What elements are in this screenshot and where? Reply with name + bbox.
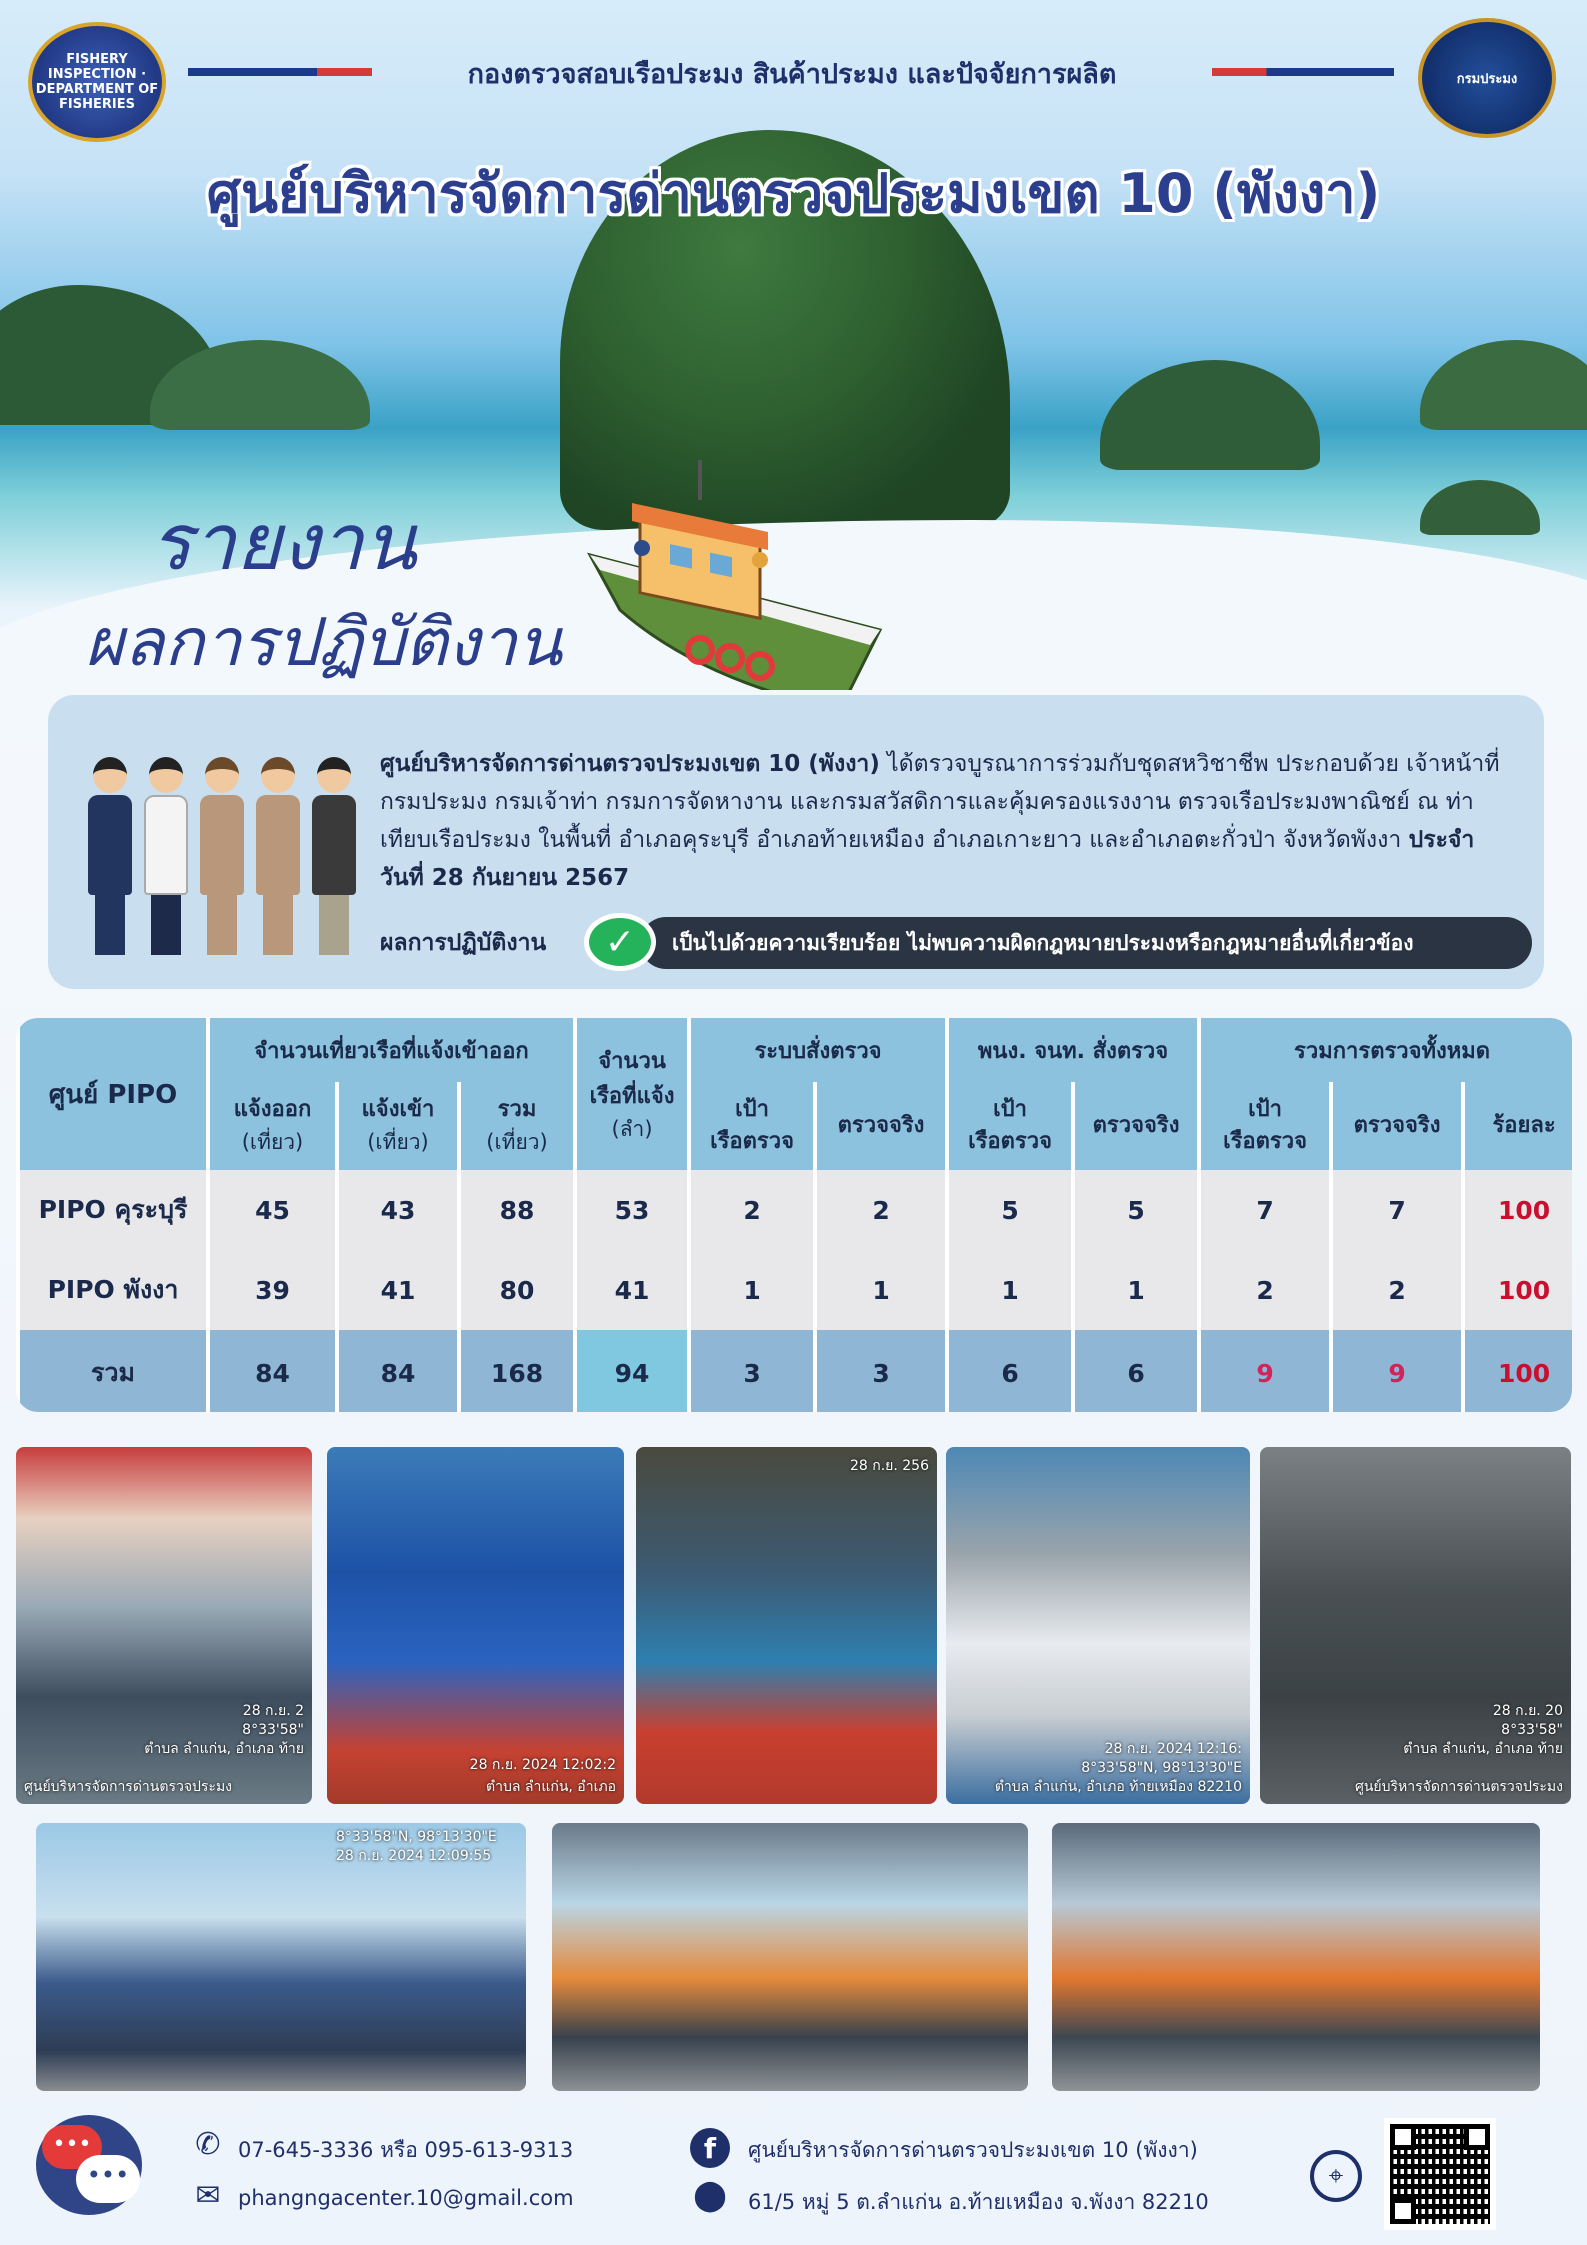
result-label: ผลการปฏิบัติงาน [380, 930, 547, 956]
cell-name: PIPO คุระบุรี [20, 1170, 206, 1250]
stamp-line: 28 ก.ย. 2024 12:16: [1104, 1741, 1242, 1757]
contact-address: 61/5 หมู่ 5 ต.ลำแก่น อ.ท้ายเหมือง จ.พังงา 82210 [748, 2190, 1209, 2214]
email-icon: ✉ [195, 2178, 221, 2213]
cell-sys-target: 1 [691, 1250, 813, 1330]
island-illustration [1100, 360, 1320, 470]
cell-in: 41 [339, 1250, 457, 1330]
cell-tot-actual: 9 [1333, 1330, 1461, 1412]
cell-tot-target: 9 [1201, 1330, 1329, 1412]
island-illustration [1420, 340, 1587, 430]
header-percent: ร้อยละ [1465, 1082, 1572, 1170]
officer-icon [312, 757, 356, 955]
summary-body: ได้ตรวจบูรณาการร่วมกับชุดสหวิชาชีพ ประกอบด้วย เจ้าหน้าที่กรมประมง กรมเจ้าท่า กรมการจัดหางาน และกรมสวัสดิการและคุ้มครองแรงงาน ตรวจเรือประมงพาณิชย์ ณ ท่าเทียบเรือประมง ในพื้นที่ อำเภอคุระบุรี อำเภอท้ายเหมือง อำเภอเกาะยาว และอำเภอตะกั่วป่า จังหวัดพังงา [380, 751, 1500, 853]
header-boats-line2: เรือที่แจ้ง [589, 1083, 675, 1109]
cell-sys-actual: 3 [817, 1330, 945, 1412]
table-row [20, 1170, 1572, 1250]
check-icon: ✓ [584, 913, 656, 971]
header-sum [461, 1082, 573, 1170]
officers-illustration [88, 745, 358, 955]
stamp-line: 8°33'58" [1501, 1722, 1563, 1738]
photo-stamp [336, 1829, 497, 1867]
inspection-photo [1260, 1447, 1571, 1804]
chat-bubble-icon: ••• [76, 2155, 140, 2203]
cell-in: 84 [339, 1330, 457, 1412]
summary-text [380, 745, 1500, 897]
page-title: ศูนย์บริหารจัดการด่านตรวจประมงเขต 10 (พังงา) [206, 162, 1381, 225]
table-total-row [20, 1330, 1572, 1412]
cell-boats: 94 [577, 1330, 687, 1412]
cell-tot-target: 7 [1201, 1170, 1329, 1250]
cell-boats: 53 [577, 1170, 687, 1250]
header-unit: (เที่ยว) [486, 1130, 548, 1154]
report-heading: รายงาน [150, 498, 417, 588]
report-subheading: ผลการปฏิบัติงาน [85, 604, 562, 681]
cell-percent: 100 [1465, 1250, 1572, 1330]
inspection-photo [552, 1823, 1028, 2091]
officer-icon [144, 757, 188, 955]
header-target-l2: เรือตรวจ [1223, 1129, 1307, 1154]
cell-out: 45 [210, 1170, 335, 1250]
stamp-line: ตำบล ลำแก่น, อำเภอ [486, 1779, 616, 1795]
cell-off-actual: 5 [1075, 1170, 1197, 1250]
cell-boats: 41 [577, 1250, 687, 1330]
globe-icon: ⌖ [1310, 2150, 1362, 2202]
inspection-photo [327, 1447, 624, 1804]
cell-name: PIPO พังงา [20, 1250, 206, 1330]
cell-sys-actual: 2 [817, 1170, 945, 1250]
header-boats-line1: จำนวน [598, 1048, 666, 1074]
header-target-l2: เรือตรวจ [710, 1129, 794, 1154]
inspection-table [16, 1018, 1572, 1412]
cell-tot-actual: 7 [1333, 1170, 1461, 1250]
result-status: เป็นไปด้วยความเรียบร้อย ไม่พบความผิดกฎหมายประมงหรือกฎหมายอื่นที่เกี่ยวข้อง [640, 917, 1532, 969]
header-sum-label: รวม [497, 1097, 537, 1122]
header-boats [577, 1018, 687, 1170]
inspection-photo [36, 1823, 526, 2091]
header-unit: (เที่ยว) [241, 1130, 304, 1154]
stamp-line: 28 ก.ย. 2024 12:02:2 [469, 1757, 616, 1773]
photo-stamp: 28 ก.ย. 256 [849, 1458, 929, 1474]
fishery-inspection-logo [28, 22, 166, 142]
inspection-photo [636, 1447, 937, 1804]
contact-email[interactable]: phangngacenter.10@gmail.com [238, 2186, 574, 2210]
header-officer: พนง. จนท. สั่งตรวจ [949, 1018, 1197, 1082]
chat-bubble-icon: ••• [42, 2125, 102, 2169]
header-out-label: แจ้งออก [233, 1097, 312, 1122]
officer-icon [200, 757, 244, 955]
contact-facebook[interactable]: ศูนย์บริหารจัดการด่านตรวจประมงเขต 10 (พังงา) [748, 2138, 1198, 2162]
cell-percent: 100 [1465, 1170, 1572, 1250]
logo-text: FISHERY INSPECTION · DEPARTMENT OF FISHERIES [35, 52, 159, 112]
stamp-line: 8°33'58"N, 98°13'30"E [336, 1829, 497, 1845]
cell-sum: 80 [461, 1250, 573, 1330]
cell-tot-actual: 2 [1333, 1250, 1461, 1330]
cell-off-target: 1 [949, 1250, 1071, 1330]
stamp-line: 28 ก.ย. 20 [1492, 1703, 1563, 1719]
stamp-line: ตำบล ลำแก่น, อำเภอ ท้ายเหมือง 82210 [994, 1779, 1242, 1795]
inspection-photo [946, 1447, 1250, 1804]
center-name: ศูนย์บริหารจัดการด่านตรวจประมงเขต 10 (พังงา) [380, 751, 880, 777]
cell-off-actual: 6 [1075, 1330, 1197, 1412]
inspection-photo [1052, 1823, 1540, 2091]
header-in [339, 1082, 457, 1170]
photo-stamp [470, 1754, 616, 1798]
header-divider [188, 68, 372, 76]
header-target-l2: เรือตรวจ [968, 1129, 1052, 1154]
inspection-photo [16, 1447, 312, 1804]
phone-icon: ✆ [195, 2127, 221, 2162]
stamp-line: 8°33'58"N, 98°13'30"E [1081, 1760, 1242, 1776]
photo-stamp [1403, 1700, 1563, 1760]
photo-caption: ศูนย์บริหารจัดการด่านตรวจประมง [24, 1779, 233, 1795]
header-sys-actual: ตรวจจริง [817, 1082, 945, 1170]
stamp-line: ตำบล ลำแก่น, อำเภอ ท้าย [144, 1741, 304, 1757]
photo-stamp [144, 1700, 304, 1760]
header-trips: จำนวนเที่ยวเรือที่แจ้งเข้าออก [210, 1018, 573, 1082]
stamp-line: 8°33'58" [242, 1722, 304, 1738]
header-sys-target [691, 1082, 813, 1170]
header-out [210, 1082, 335, 1170]
cell-off-target: 5 [949, 1170, 1071, 1250]
facebook-icon: f [690, 2128, 730, 2168]
cell-out: 84 [210, 1330, 335, 1412]
header-tot-target [1201, 1082, 1329, 1170]
cell-sum: 168 [461, 1330, 573, 1412]
stamp-line: ตำบล ลำแก่น, อำเภอ ท้าย [1403, 1741, 1563, 1757]
cell-sum: 88 [461, 1170, 573, 1250]
header-boats-unit: (ลำ) [611, 1116, 653, 1141]
cell-off-actual: 1 [1075, 1250, 1197, 1330]
location-pin-icon: ⬤ [693, 2178, 727, 2213]
org-title: กองตรวจสอบเรือประมง สินค้าประมง และปัจจัยการผลิต [467, 59, 1117, 90]
table-row [20, 1250, 1572, 1330]
stamp-line: 28 ก.ย. 2024 12:09:55 [336, 1848, 492, 1864]
header-divider [1212, 68, 1394, 76]
header-system: ระบบสั่งตรวจ [691, 1018, 945, 1082]
cell-sys-target: 2 [691, 1170, 813, 1250]
header-pipo: ศูนย์ PIPO [20, 1018, 206, 1170]
officer-icon [88, 757, 132, 955]
island-illustration [1420, 480, 1540, 535]
cell-off-target: 6 [949, 1330, 1071, 1412]
qr-code[interactable] [1384, 2118, 1496, 2230]
header-target-l1: เป้า [993, 1097, 1027, 1122]
cell-sys-actual: 1 [817, 1250, 945, 1330]
cell-tot-target: 2 [1201, 1250, 1329, 1330]
cell-in: 43 [339, 1170, 457, 1250]
report-date: ประจำวันที่ 28 กันยายน 2567 [380, 827, 1475, 891]
fishing-boat-icon [580, 460, 910, 690]
chat-icon [36, 2115, 142, 2215]
cell-percent: 100 [1465, 1330, 1572, 1412]
header-off-target [949, 1082, 1071, 1170]
header-off-actual: ตรวจจริง [1075, 1082, 1197, 1170]
header-total: รวมการตรวจทั้งหมด [1201, 1018, 1572, 1082]
officer-icon [256, 757, 300, 955]
photo-caption: ศูนย์บริหารจัดการด่านตรวจประมง [1354, 1779, 1563, 1795]
header-unit: (เที่ยว) [367, 1130, 429, 1154]
logo-text: กรมประมง [1456, 71, 1518, 87]
photo-stamp [995, 1738, 1242, 1798]
header-in-label: แจ้งเข้า [361, 1097, 435, 1122]
stamp-line: 28 ก.ย. 2 [242, 1703, 304, 1719]
contact-phone[interactable]: 07-645-3336 หรือ 095-613-9313 [238, 2138, 574, 2162]
cell-name: รวม [20, 1330, 206, 1412]
header-tot-actual: ตรวจจริง [1333, 1082, 1461, 1170]
department-of-fisheries-logo [1418, 18, 1556, 138]
cell-out: 39 [210, 1250, 335, 1330]
header-target-l1: เป้า [735, 1097, 769, 1122]
header-target-l1: เป้า [1248, 1097, 1282, 1122]
cell-sys-target: 3 [691, 1330, 813, 1412]
